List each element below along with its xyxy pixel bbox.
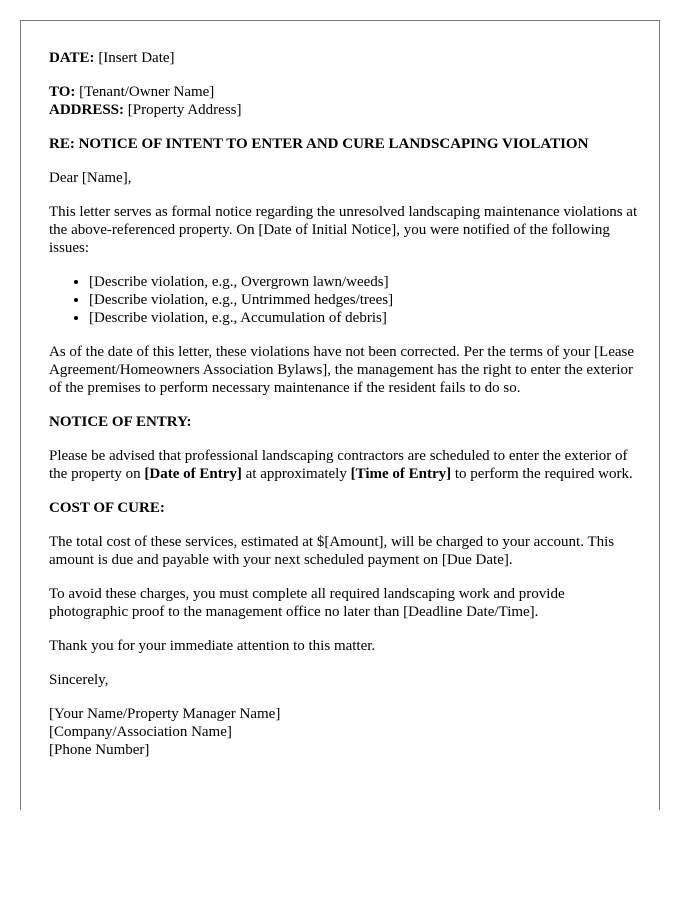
signature-phone: [Phone Number] [49,742,150,758]
to-label: TO: [49,84,76,100]
entry-time: [Time of Entry] [350,466,452,482]
address-value: [Property Address] [124,102,242,118]
signature-company: [Company/Association Name] [49,724,232,740]
signature-name: [Your Name/Property Manager Name] [49,706,281,722]
avoid-paragraph: To avoid these charges, you must complete all required landscaping work and provide photographic proof to the management office no later than [Deadline Date/Time]. [49,586,565,620]
date-label: DATE: [49,50,95,66]
salutation: Dear [Name], [49,170,132,186]
subject-line: RE: NOTICE OF INTENT TO ENTER AND CURE LANDSCAPING VIOLATION [49,136,589,152]
cost-heading: COST OF CURE: [49,500,165,516]
entry-paragraph [49,447,639,483]
intro-paragraph: This letter serves as formal notice regarding the unresolved landscaping maintenance violations at the above-referenced property. On [Date of Initial Notice], you were notified of the following issues: [49,204,638,256]
entry-text-1: Please be advised that professional landscaping contractors are scheduled to enter the exterior of the property on [49,448,628,482]
list-item: • [Describe violation, e.g., Accumulation of debris] [89,309,639,327]
entry-date: [Date of Entry] [144,466,242,482]
entry-heading: NOTICE OF ENTRY: [49,414,192,430]
letter-page [20,20,660,810]
violations-list [49,273,639,327]
entry-text-3: to perform the required work. [451,466,633,482]
cost-paragraph: The total cost of these services, estimated at $[Amount], will be charged to your account. This amount is due and payable with your next scheduled payment on [Due Date]. [49,534,615,568]
entry-text-2: at approximately [241,466,351,482]
date-value: [Insert Date] [94,50,175,66]
status-paragraph: As of the date of this letter, these violations have not been corrected. Per the terms of your [Lease Agreement/Homeowners Association Bylaws], the management has the right to enter the exterior of the premises to perform necessary maintenance if the resident fails to do so. [49,344,635,396]
list-item: • [Describe violation, e.g., Overgrown lawn/weeds] [89,273,639,291]
list-item: • [Describe violation, e.g., Untrimmed hedges/trees] [89,291,639,309]
to-value: [Tenant/Owner Name] [75,84,215,100]
closing: Sincerely, [49,672,109,688]
to-line [49,83,639,101]
date-line [49,49,639,67]
thanks-paragraph: Thank you for your immediate attention to this matter. [49,638,376,654]
address-line [49,101,639,119]
letter-body [49,49,639,759]
address-label: ADDRESS: [49,102,125,118]
